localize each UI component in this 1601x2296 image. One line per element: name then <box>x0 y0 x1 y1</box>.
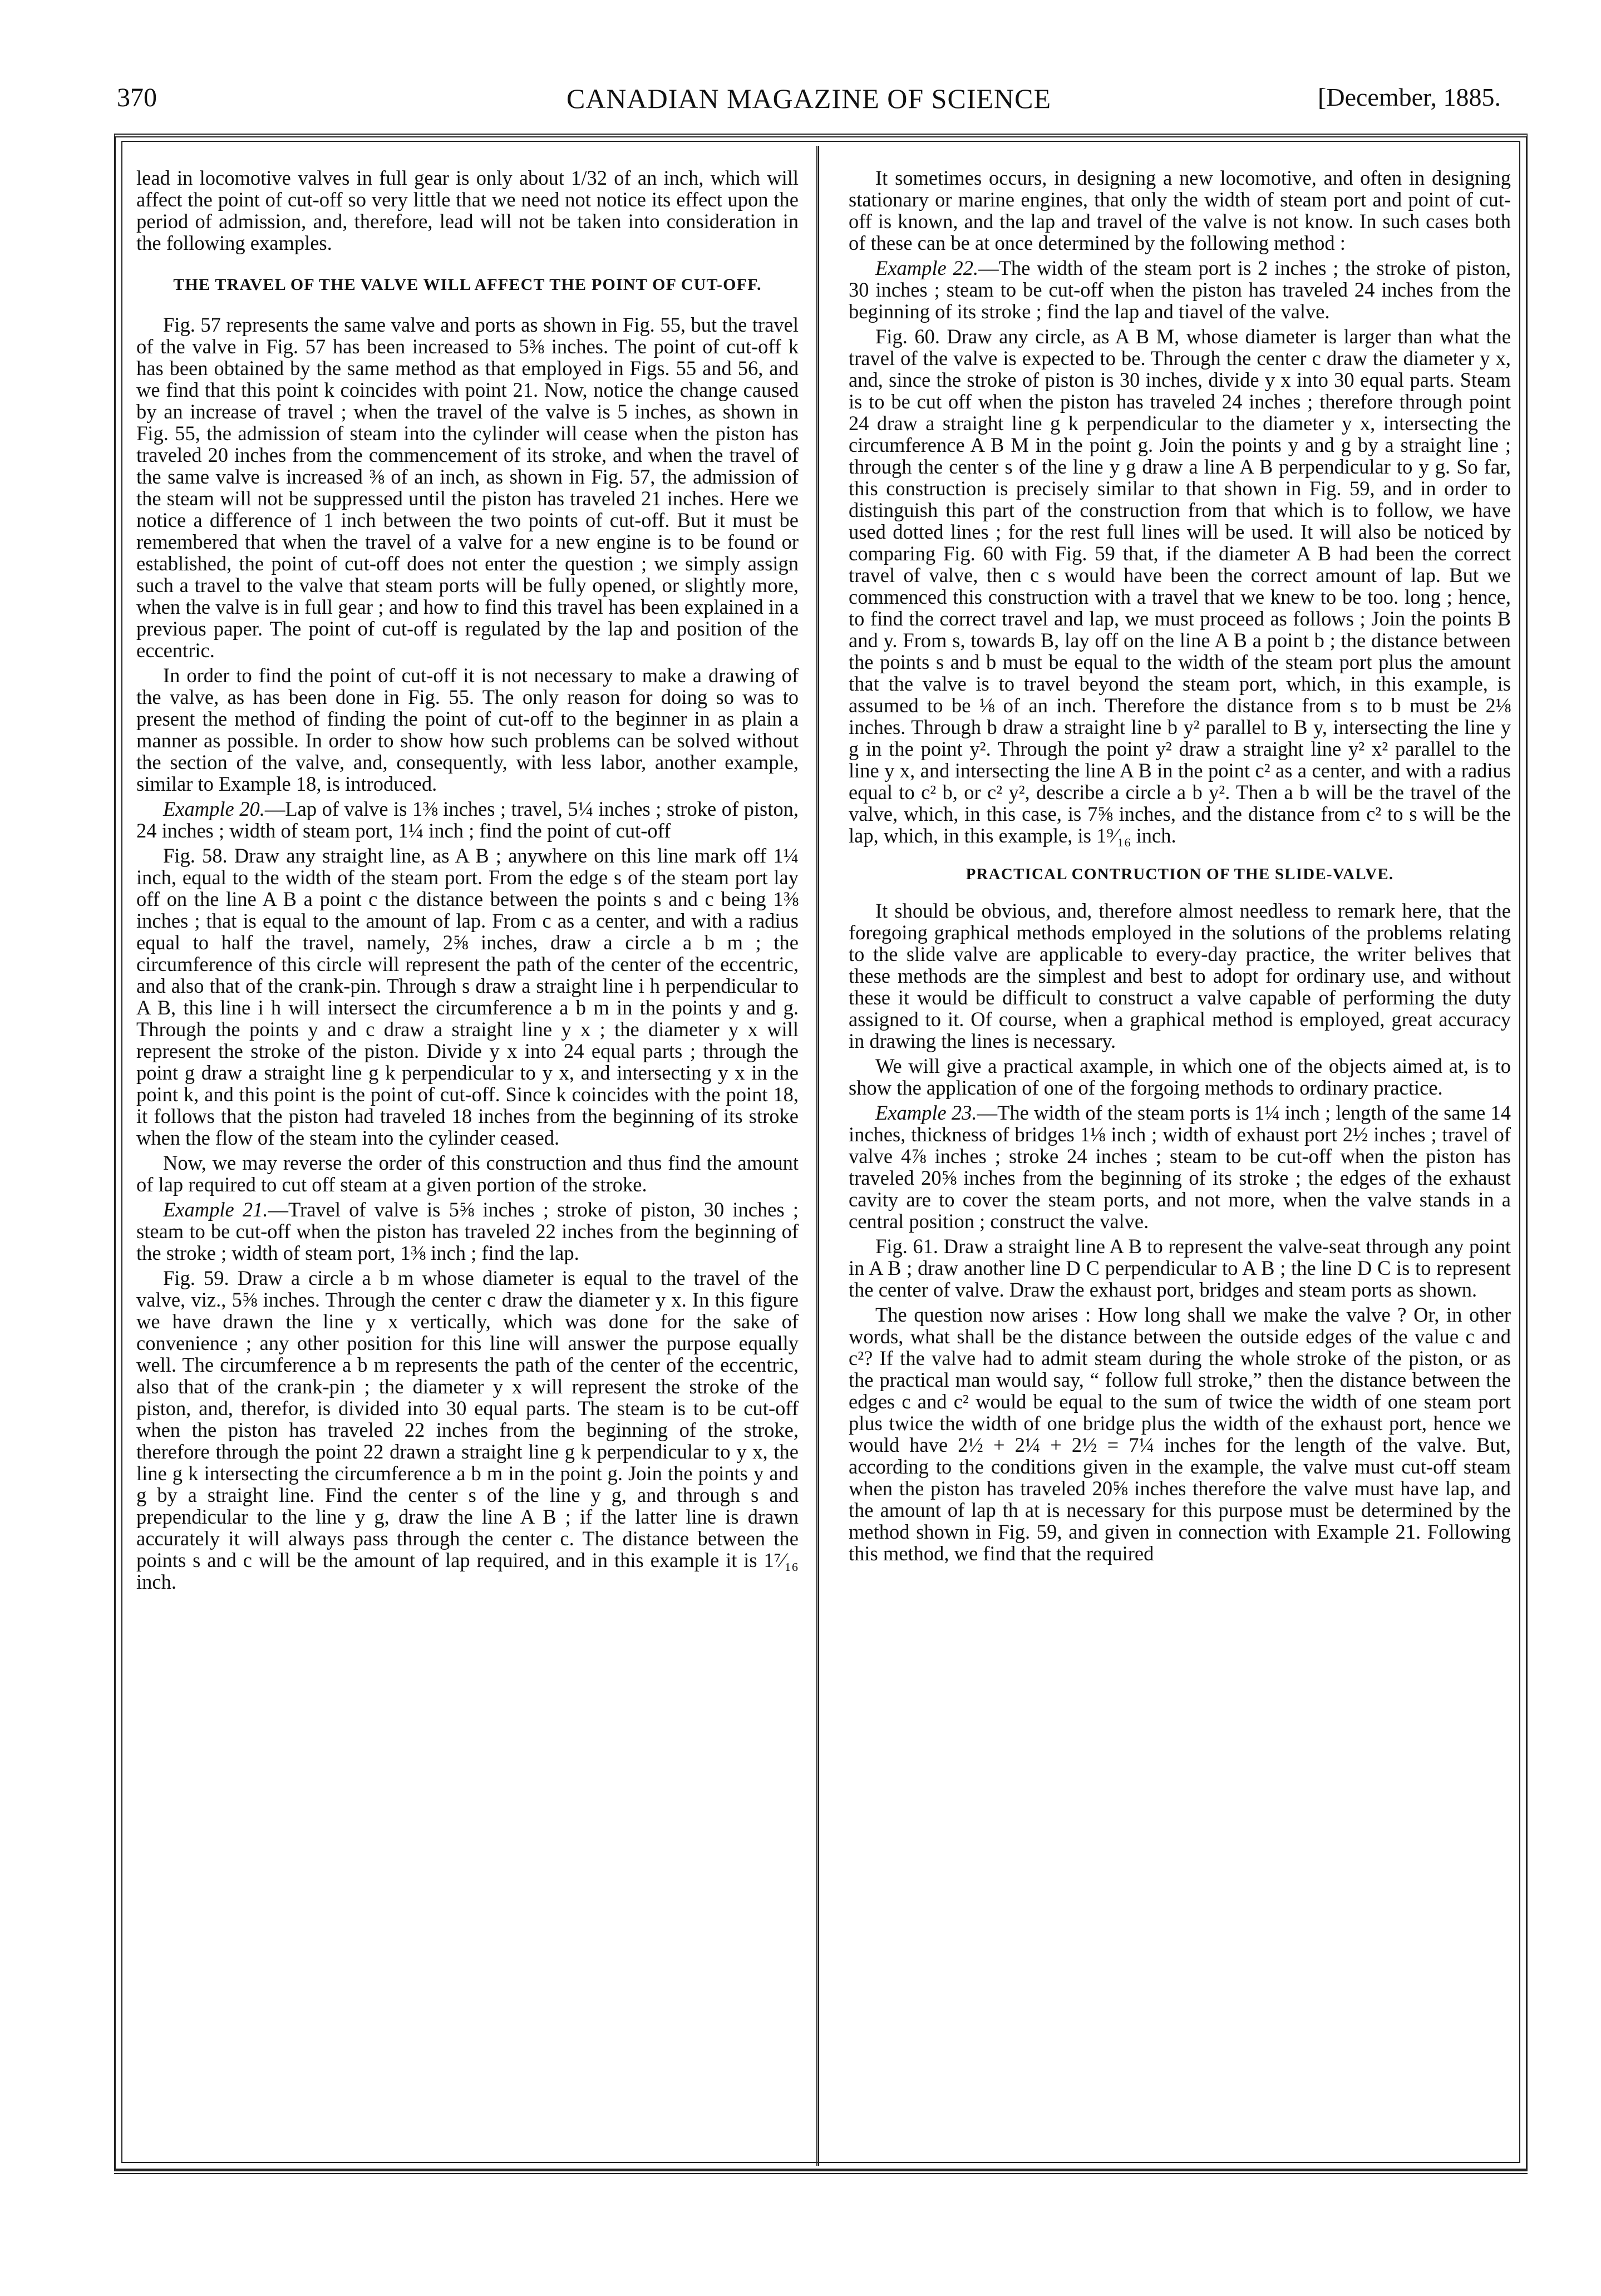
right-paragraph-5: Fig. 61. Draw a straight line A B to represent the valve-seat through any point in A B ; draw another line D C perpendicular to A B ; the line D C is to represent the center of valve. Draw the exhaust port, bridges and steam ports as shown. <box>849 1235 1511 1301</box>
example-23-text: —The width of the steam ports is 1¼ inch ; length of the same 14 inches, thickness of bridges 1⅛ inch ; width of exhaust port 2½ inches ; travel of valve 4⅞ inches ; stroke 24 inches ; steam to be cut-off when the piston has traveled 20⅝ inches from the beginning of its stroke ; the edges of the exhaust cavity are to cover the steam ports, and not more, when the valve stands in a central position ; construct the valve. <box>849 1101 1511 1233</box>
right-paragraph-1: It sometimes occurs, in designing a new locomotive, and often in designing stationary or marine engines, that only the width of steam port and point of cut-off is known, and the lap and travel of the valve is not know. In such cases both of these can be at once determined by the following method : <box>849 166 1511 254</box>
page-number: 370 <box>117 83 157 112</box>
left-column <box>136 167 799 1596</box>
right-section-heading: PRACTICAL CONTRUCTION OF THE SLIDE-VALVE. <box>965 865 1394 883</box>
left-paragraph-3: In order to find the point of cut-off it is not necessary to make a drawing of the valve, as has been done in Fig. 55. The only reason for doing so was to present the method of finding the point of cut-off to the beginner in as plain a manner as possible. In order to show how such problems can be solved without the section of the valve, and, consequently, with less labor, another example, similar to Example 18, is introduced. <box>136 664 799 795</box>
example-21-label: Example 21. <box>163 1198 268 1221</box>
example-23-label: Example 23. <box>875 1101 977 1124</box>
column-divider <box>816 146 819 2166</box>
left-paragraph-5: Now, we may reverse the order of this construction and thus find the amount of lap required to cut off steam at a given portion of the stroke. <box>136 1151 799 1196</box>
example-20-text: —Lap of valve is 1⅜ inches ; travel, 5¼ inches ; stroke of piston, 24 inches ; width of steam port, 1¼ inch ; find the point of cut-off <box>136 797 799 842</box>
page-frame-bottom-rule <box>114 2170 1528 2181</box>
example-20-label: Example 20. <box>163 797 265 820</box>
example-22-text: —The width of the steam port is 2 inches ; the stroke of piston, 30 inches ; steam to be cut-off when the piston has traveled 24 inches from the beginning of its stroke ; find the lap and tiavel of the valve. <box>849 257 1511 323</box>
left-section-heading: THE TRAVEL OF THE VALVE WILL AFFECT THE POINT OF CUT-OFF. <box>173 275 762 294</box>
left-paragraph-4: Fig. 58. Draw any straight line, as A B ; anywhere on this line mark off 1¼ inch, equal to the width of the steam port. From the edge s of the steam port lay off on the line A B a point c the distance between the points s and c being 1⅜ inches ; that is equal to the amount of lap. From c as a center, and with a radius equal to half the travel, namely, 2⅝ inches, draw a circle a b m ; the circumference of this circle will represent the path of the center of the eccentric, and also that of the crank-pin. Through s draw a straight line i h perpendicular to A B, this line i h will intersect the circumference a b m in the points y and g. Through the points y and c draw a straight line y x ; the diameter y x will represent the stroke of the piston. Divide y x into 24 equal parts ; through the point g draw a straight line g k perpendicular to y x, and intersecting y x in the point k, and this point is the point of cut-off. Since k coincides with the point 18, it follows that the piston had traveled 18 inches from the beginning of its stroke when the flow of the steam into the cylinder ceased. <box>136 844 799 1149</box>
left-paragraph-2: Fig. 57 represents the same valve and ports as shown in Fig. 55, but the travel of the valve in Fig. 57 has been increased to 5⅜ inches. The point of cut-off k has been obtained by the same method as that employed in Figs. 55 and 56, and we find that this point k coincides with point 21. Now, notice the change caused by an increase of travel ; when the travel of the valve is 5 inches, as shown in Fig. 55, the admission of steam into the cylinder will cease when the piston has traveled 20 inches from the commencement of its stroke, and when the travel of the same valve is increased ⅜ of an inch, as shown in Fig. 57, the admission of the steam will not be suppressed until the piston has traveled 21 inches. Here we notice a difference of 1 inch between the two points of cut-off. But it must be remembered that when the travel of a valve for a new engine is to be found or established, the point of cut-off does not enter the question ; we simply assign such a travel to the valve that steam ports will be fully opened, or slightly more, when the valve is in full gear ; and how to find this travel has been explained in a previous paper. The point of cut-off is regulated by the lap and position of the eccentric. <box>136 313 799 662</box>
right-paragraph-3: It should be obvious, and, therefore almost needless to remark here, that the foregoing graphical methods employed in the solutions of the problems relating to the slide valve are applicable to every-day practice, the writer belives that these methods are the simplest and best to adopt for ordinary use, and without these it would be difficult to construct a valve capable of performing the duty assigned to it. Of course, when a graphical method is employed, great accuracy in drawing the lines is necessary. <box>849 899 1511 1052</box>
right-paragraph-2: Fig. 60. Draw any circle, as A B M, whose diameter is larger than what the travel of the valve is expected to be. Through the center c draw the diameter y x, and, since the stroke of piston is 30 inches, divide y x into 30 equal parts. Steam is to be cut off when the piston has traveled 24 inches ; therefore through point 24 draw a straight line g k perpendicular to the diameter y x, intersecting the circumference A B M in the point g. Join the points y and g by a straight line ; through the center s of the line y g draw a line A B perpendicular to y g. So far, this construction is precisely similar to that shown in Fig. 59, and in order to distinguish this part of the construction from that which is to follow, we have used dotted lines ; for the rest full lines will be used. It will also be noticed by comparing Fig. 60 with Fig. 59 that, if the diameter A B had been the correct travel of valve, then c s would have been the correct amount of lap. But we commenced this construction with a travel that we knew to be too. long ; hence, to find the correct travel and lap, we must proceed as follows ; Join the points B and y. From s, towards B, lay off on the line A B a point b ; the distance between the points s and b must be equal to the width of the steam port plus the amount that the valve is to travel beyond the steam port, which, in this example, is assumed to be ⅛ of an inch. Therefore the distance from s to b must be 2⅛ inches. Through b draw a straight line b y² parallel to B y, intersecting the line y g in the point y². Through the point y² draw a straight line y² x² parallel to the line y x, and intersecting the line A B in the point c² as a center, and with a radius equal to c² b, or c² y², describe a circle a b y². Then a b will be the travel of the valve, which, in this case, is 7⅝ inches, and the distance from c² to s will be the lap, which, in this example, is 1⁹⁄₁₆ inch. <box>849 325 1511 847</box>
example-21 <box>136 1199 799 1264</box>
example-20 <box>136 798 799 841</box>
issue-date: [December, 1885. <box>1318 83 1501 111</box>
left-paragraph-6: Fig. 59. Draw a circle a b m whose diameter is equal to the travel of the valve, viz., 5⅝ inches. Through the center c draw the diameter y x. In this figure we have drawn the line y x vertically, which was done for the sake of convenience ; any other position for this line will answer the purpose equally well. The circumference a b m represents the path of the center of the eccentric, also that of the crank-pin ; the diameter y x will represent the stroke of the piston, and, therefor, is divided into 30 equal parts. The steam is to be cut-off when the piston has traveled 22 inches from the beginning of the stroke, therefore through the point 22 drawn a straight line g k perpendicular to y x, the line g k intersecting the circumference a b m in the point g. Join the points y and g by a straight line. Find the center s of the line y g, and through s and prependicular to the line y g, draw the line A B ; if the latter line is drawn accurately it will always pass through the center c. The distance between the points s and c will be the amount of lap required, and in this example it is 1⁷⁄₁₆ inch. <box>136 1267 799 1593</box>
example-23 <box>849 1102 1511 1232</box>
magazine-title: CANADIAN MAGAZINE OF SCIENCE <box>566 83 1052 114</box>
left-paragraph-1: lead in locomotive valves in full gear is only about 1/32 of an inch, which will affect the point of cut-off so very little that we need not notice its effect upon the period of admission, and, therefore, lead will not be taken into consideration in the following examples. <box>136 166 799 254</box>
right-paragraph-4: We will give a practical axample, in which one of the objects aimed at, is to show the application of one of the forgoing methods to ordinary practice. <box>849 1055 1511 1099</box>
example-22-label: Example 22. <box>875 257 979 279</box>
right-column <box>849 167 1511 1568</box>
right-paragraph-6: The question now arises : How long shall we make the valve ? Or, in other words, what shall be the distance between the outside edges of the value c and c²? If the valve had to admit steam during the whole stroke of the piston, or as the practical man would say, “ follow full stroke,” then the distance between the edges c and c² would be equal to the sum of twice the width of one steam port plus twice the width of one bridge plus the width of the exhaust port, hence we would have 2½ + 2¼ + 2½ = 7¼ inches for the length of the valve. But, according to the conditions given in the example, the valve must cut-off steam when the piston has traveled 20⅝ inches therefore the valve must have lap, and the amount of lap th at is necessary for this purpose must be determined by the method shown in Fig. 59, and given in connection with Example 21. Following this method, we find that the required <box>849 1303 1511 1565</box>
example-22 <box>849 257 1511 322</box>
page-header <box>117 82 1501 127</box>
example-21-text: —Travel of valve is 5⅝ inches ; stroke of piston, 30 inches ; steam to be cut-off when the piston has traveled 22 inches from the beginning of the stroke ; width of steam port, 1⅜ inch ; find the lap. <box>136 1198 799 1264</box>
